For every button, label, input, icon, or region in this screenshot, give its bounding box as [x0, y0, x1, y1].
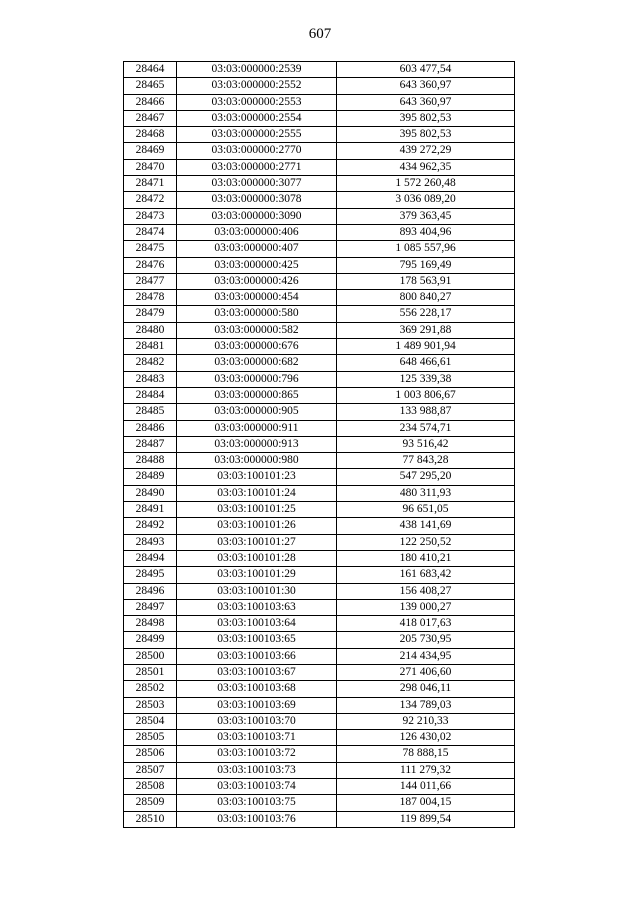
cadastral-value-cell: 379 363,45	[337, 208, 515, 224]
cadastral-value-cell: 3 036 089,20	[337, 192, 515, 208]
row-number-cell: 28475	[124, 241, 177, 257]
row-number-cell: 28489	[124, 469, 177, 485]
cadastral-number-cell: 03:03:100101:23	[177, 469, 337, 485]
row-number-cell: 28494	[124, 550, 177, 566]
row-number-cell: 28499	[124, 632, 177, 648]
row-number-cell: 28466	[124, 94, 177, 110]
cadastral-value-cell: 643 360,97	[337, 78, 515, 94]
cadastral-value-cell: 439 272,29	[337, 143, 515, 159]
cadastral-number-cell: 03:03:000000:2553	[177, 94, 337, 110]
cadastral-value-cell: 893 404,96	[337, 224, 515, 240]
cadastral-value-cell: 395 802,53	[337, 127, 515, 143]
table-row	[124, 241, 515, 257]
cadastral-value-cell: 648 466,61	[337, 355, 515, 371]
row-number-cell: 28482	[124, 355, 177, 371]
cadastral-number-cell: 03:03:000000:3090	[177, 208, 337, 224]
cadastral-value-cell: 547 295,20	[337, 469, 515, 485]
table-row	[124, 436, 515, 452]
cadastral-value-cell: 180 410,21	[337, 550, 515, 566]
cadastral-value-table	[123, 61, 515, 828]
cadastral-value-cell: 77 843,28	[337, 453, 515, 469]
table-row	[124, 404, 515, 420]
cadastral-value-cell: 205 730,95	[337, 632, 515, 648]
table-row	[124, 257, 515, 273]
cadastral-value-cell: 418 017,63	[337, 616, 515, 632]
row-number-cell: 28470	[124, 159, 177, 175]
cadastral-value-cell: 187 004,15	[337, 795, 515, 811]
cadastral-number-cell: 03:03:000000:406	[177, 224, 337, 240]
cadastral-value-cell: 643 360,97	[337, 94, 515, 110]
cadastral-number-cell: 03:03:100101:28	[177, 550, 337, 566]
cadastral-value-cell: 156 408,27	[337, 583, 515, 599]
table-row	[124, 811, 515, 827]
cadastral-value-cell: 298 046,11	[337, 681, 515, 697]
table-body	[124, 62, 515, 828]
row-number-cell: 28504	[124, 713, 177, 729]
cadastral-number-cell: 03:03:100103:69	[177, 697, 337, 713]
row-number-cell: 28481	[124, 339, 177, 355]
cadastral-value-cell: 1 572 260,48	[337, 176, 515, 192]
cadastral-value-cell: 234 574,71	[337, 420, 515, 436]
row-number-cell: 28478	[124, 290, 177, 306]
cadastral-value-cell: 122 250,52	[337, 534, 515, 550]
row-number-cell: 28509	[124, 795, 177, 811]
cadastral-value-cell: 369 291,88	[337, 322, 515, 338]
table-row	[124, 192, 515, 208]
cadastral-number-cell: 03:03:100103:63	[177, 599, 337, 615]
cadastral-value-cell: 125 339,38	[337, 371, 515, 387]
cadastral-number-cell: 03:03:100103:74	[177, 779, 337, 795]
row-number-cell: 28477	[124, 273, 177, 289]
cadastral-value-cell: 139 000,27	[337, 599, 515, 615]
cadastral-value-cell: 134 789,03	[337, 697, 515, 713]
table-row	[124, 94, 515, 110]
cadastral-number-cell: 03:03:000000:3077	[177, 176, 337, 192]
row-number-cell: 28488	[124, 453, 177, 469]
table-row	[124, 664, 515, 680]
cadastral-value-cell: 96 651,05	[337, 502, 515, 518]
cadastral-value-cell: 111 279,32	[337, 762, 515, 778]
table-row	[124, 371, 515, 387]
table-row	[124, 518, 515, 534]
table-row	[124, 534, 515, 550]
cadastral-number-cell: 03:03:000000:2539	[177, 62, 337, 78]
cadastral-number-cell: 03:03:100103:64	[177, 616, 337, 632]
row-number-cell: 28498	[124, 616, 177, 632]
cadastral-number-cell: 03:03:000000:2555	[177, 127, 337, 143]
row-number-cell: 28491	[124, 502, 177, 518]
cadastral-value-cell: 800 840,27	[337, 290, 515, 306]
cadastral-number-cell: 03:03:000000:407	[177, 241, 337, 257]
row-number-cell: 28469	[124, 143, 177, 159]
table-row	[124, 567, 515, 583]
table-row	[124, 697, 515, 713]
cadastral-value-cell: 1 085 557,96	[337, 241, 515, 257]
cadastral-value-cell: 178 563,91	[337, 273, 515, 289]
cadastral-value-cell: 438 141,69	[337, 518, 515, 534]
table-row	[124, 485, 515, 501]
table-row	[124, 795, 515, 811]
cadastral-number-cell: 03:03:000000:3078	[177, 192, 337, 208]
cadastral-value-cell: 1 003 806,67	[337, 387, 515, 403]
cadastral-value-cell: 603 477,54	[337, 62, 515, 78]
cadastral-number-cell: 03:03:100101:27	[177, 534, 337, 550]
cadastral-number-cell: 03:03:100101:24	[177, 485, 337, 501]
row-number-cell: 28476	[124, 257, 177, 273]
cadastral-number-cell: 03:03:000000:2770	[177, 143, 337, 159]
table-row	[124, 110, 515, 126]
table-row	[124, 746, 515, 762]
cadastral-number-cell: 03:03:000000:865	[177, 387, 337, 403]
table-row	[124, 648, 515, 664]
cadastral-value-cell: 214 434,95	[337, 648, 515, 664]
table-row	[124, 176, 515, 192]
table-row	[124, 290, 515, 306]
table-row	[124, 583, 515, 599]
cadastral-number-cell: 03:03:100103:71	[177, 730, 337, 746]
cadastral-value-cell: 1 489 901,94	[337, 339, 515, 355]
table-row	[124, 306, 515, 322]
cadastral-number-cell: 03:03:000000:580	[177, 306, 337, 322]
table-row	[124, 143, 515, 159]
table-row	[124, 469, 515, 485]
table-row	[124, 159, 515, 175]
row-number-cell: 28503	[124, 697, 177, 713]
cadastral-value-cell: 78 888,15	[337, 746, 515, 762]
cadastral-number-cell: 03:03:100103:72	[177, 746, 337, 762]
cadastral-value-cell: 119 899,54	[337, 811, 515, 827]
cadastral-value-cell: 92 210,33	[337, 713, 515, 729]
table-row	[124, 616, 515, 632]
cadastral-number-cell: 03:03:100103:66	[177, 648, 337, 664]
row-number-cell: 28507	[124, 762, 177, 778]
cadastral-value-cell: 144 011,66	[337, 779, 515, 795]
row-number-cell: 28487	[124, 436, 177, 452]
table-row	[124, 387, 515, 403]
cadastral-number-cell: 03:03:100101:29	[177, 567, 337, 583]
cadastral-value-cell: 556 228,17	[337, 306, 515, 322]
table-row	[124, 420, 515, 436]
cadastral-value-cell: 395 802,53	[337, 110, 515, 126]
table-row	[124, 632, 515, 648]
row-number-cell: 28495	[124, 567, 177, 583]
cadastral-number-cell: 03:03:000000:2552	[177, 78, 337, 94]
table-row	[124, 550, 515, 566]
cadastral-number-cell: 03:03:000000:426	[177, 273, 337, 289]
table-row	[124, 762, 515, 778]
cadastral-number-cell: 03:03:100103:76	[177, 811, 337, 827]
table-row	[124, 127, 515, 143]
row-number-cell: 28506	[124, 746, 177, 762]
table-row	[124, 599, 515, 615]
cadastral-number-cell: 03:03:000000:682	[177, 355, 337, 371]
row-number-cell: 28505	[124, 730, 177, 746]
cadastral-number-cell: 03:03:000000:2771	[177, 159, 337, 175]
cadastral-number-cell: 03:03:000000:913	[177, 436, 337, 452]
table-row	[124, 355, 515, 371]
row-number-cell: 28510	[124, 811, 177, 827]
cadastral-number-cell: 03:03:100101:26	[177, 518, 337, 534]
cadastral-value-cell: 271 406,60	[337, 664, 515, 680]
cadastral-value-cell: 480 311,93	[337, 485, 515, 501]
row-number-cell: 28486	[124, 420, 177, 436]
cadastral-number-cell: 03:03:000000:425	[177, 257, 337, 273]
row-number-cell: 28508	[124, 779, 177, 795]
row-number-cell: 28490	[124, 485, 177, 501]
row-number-cell: 28465	[124, 78, 177, 94]
row-number-cell: 28479	[124, 306, 177, 322]
row-number-cell: 28480	[124, 322, 177, 338]
page-number: 607	[308, 26, 332, 42]
cadastral-number-cell: 03:03:000000:796	[177, 371, 337, 387]
table-row	[124, 208, 515, 224]
cadastral-number-cell: 03:03:100103:75	[177, 795, 337, 811]
cadastral-number-cell: 03:03:100101:30	[177, 583, 337, 599]
row-number-cell: 28493	[124, 534, 177, 550]
cadastral-number-cell: 03:03:000000:905	[177, 404, 337, 420]
table-row	[124, 62, 515, 78]
cadastral-value-cell: 133 988,87	[337, 404, 515, 420]
cadastral-number-cell: 03:03:000000:454	[177, 290, 337, 306]
table-row	[124, 224, 515, 240]
cadastral-value-cell: 93 516,42	[337, 436, 515, 452]
cadastral-value-cell: 161 683,42	[337, 567, 515, 583]
row-number-cell: 28502	[124, 681, 177, 697]
cadastral-number-cell: 03:03:100103:73	[177, 762, 337, 778]
row-number-cell: 28497	[124, 599, 177, 615]
table-row	[124, 681, 515, 697]
cadastral-number-cell: 03:03:000000:980	[177, 453, 337, 469]
row-number-cell: 28492	[124, 518, 177, 534]
row-number-cell: 28472	[124, 192, 177, 208]
row-number-cell: 28483	[124, 371, 177, 387]
table-row	[124, 339, 515, 355]
row-number-cell: 28500	[124, 648, 177, 664]
cadastral-number-cell: 03:03:000000:911	[177, 420, 337, 436]
table-row	[124, 713, 515, 729]
row-number-cell: 28473	[124, 208, 177, 224]
row-number-cell: 28485	[124, 404, 177, 420]
cadastral-number-cell: 03:03:100103:70	[177, 713, 337, 729]
table-row	[124, 502, 515, 518]
row-number-cell: 28501	[124, 664, 177, 680]
cadastral-value-cell: 434 962,35	[337, 159, 515, 175]
row-number-cell: 28474	[124, 224, 177, 240]
table-row	[124, 322, 515, 338]
cadastral-number-cell: 03:03:100103:65	[177, 632, 337, 648]
row-number-cell: 28464	[124, 62, 177, 78]
cadastral-value-cell: 795 169,49	[337, 257, 515, 273]
cadastral-value-cell: 126 430,02	[337, 730, 515, 746]
cadastral-number-cell: 03:03:000000:676	[177, 339, 337, 355]
table-row	[124, 779, 515, 795]
table-row	[124, 730, 515, 746]
cadastral-number-cell: 03:03:100103:67	[177, 664, 337, 680]
table-row	[124, 273, 515, 289]
cadastral-number-cell: 03:03:000000:2554	[177, 110, 337, 126]
row-number-cell: 28471	[124, 176, 177, 192]
cadastral-number-cell: 03:03:000000:582	[177, 322, 337, 338]
cadastral-number-cell: 03:03:100101:25	[177, 502, 337, 518]
row-number-cell: 28468	[124, 127, 177, 143]
row-number-cell: 28496	[124, 583, 177, 599]
row-number-cell: 28467	[124, 110, 177, 126]
row-number-cell: 28484	[124, 387, 177, 403]
cadastral-number-cell: 03:03:100103:68	[177, 681, 337, 697]
table-row	[124, 78, 515, 94]
table-row	[124, 453, 515, 469]
